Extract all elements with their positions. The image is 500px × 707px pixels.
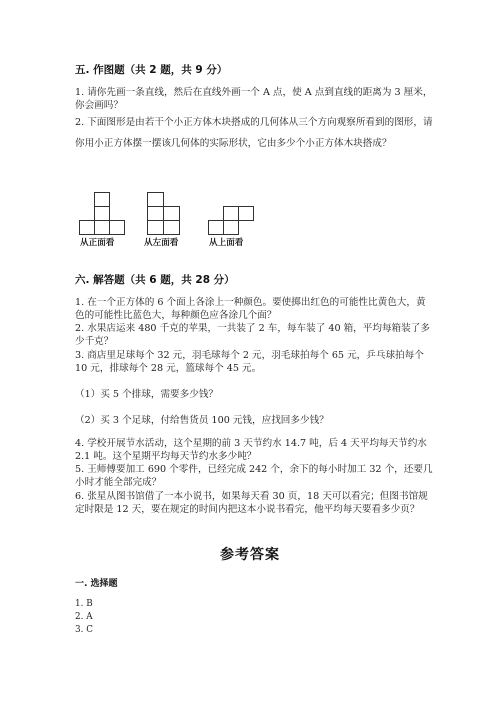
section6-question-3b: （2）买 3 个足球，付给售货员 100 元钱，应找回多少钱？ (75, 415, 329, 426)
section6-question-4: 4. 学校开展节水活动，这个星期的前 3 天节约水 14.7 吨，后 4 天平均每天节约水 2.1 吨。这个星期平均每天节约水多少吨？ (75, 438, 427, 462)
answers-title: 参考答案 (220, 547, 280, 563)
section5-question-1: 1. 请你先画一条直线，然后在直线外画一个 A 点，使 A 点到直线的距离为 3 厘米，你会画吗？ (75, 87, 433, 111)
left-view-figure (147, 192, 181, 236)
front-view-figure (79, 192, 125, 236)
top-view-caption: 从上面看 (209, 238, 244, 248)
answer-item: 1. B (75, 599, 93, 609)
answer-item: 3. C (75, 625, 93, 635)
answers-section1-title: 一. 选择题 (75, 579, 118, 589)
section6-question-5: 5. 王师傅要加工 690 个零件，已经完成 242 个，余下的每小时加工 32 个，还要几小时才能全部完成？ (75, 464, 433, 488)
section6-question-6: 6. 张星从图书馆借了一本小说书，如果每天看 30 页，18 天可以看完；但图书馆规定时限是 12 天，要在规定的时间内把这本小说书看完，他平均每天要看多少页？ (75, 491, 428, 515)
section6-question-3: 3. 商店里足球每个 32 元，羽毛球每个 2 元，羽毛球拍每个 65 元，乒乓球拍每个 10 元，排球每个 28 元，篮球每个 45 元。 (75, 350, 424, 374)
section6-title: 六. 解答题（共 6 题，共 28 分） (75, 274, 235, 286)
section6-question-1: 1. 在一个正方体的 6 个面上各涂上一种颜色。要使掷出红色的可能性比黄色大，黄色的可能性比蓝色大，每种颜色应各涂几个面？ (75, 297, 426, 321)
section6-question-2: 2. 水果店运来 480 千克的苹果，一共装了 2 车，每车装了 40 箱，平均每箱装了多少千克？ (75, 323, 430, 347)
top-view-figure (207, 206, 255, 236)
section6-question-3a: （1）买 5 个排球，需要多少钱？ (75, 389, 219, 400)
front-view-caption: 从正面看 (80, 238, 115, 248)
section5-question-2: 2. 下面图形是由若干个小正方体木块搭成的几何体从三个方向观察所看到的图形，请你用小正方体摆一摆该几何体的实际形状，它由多少个小正方体木块搭成？ (75, 117, 433, 149)
section5-title: 五. 作图题（共 2 题，共 9 分） (75, 64, 228, 76)
answer-item: 2. A (75, 612, 93, 622)
left-view-caption: 从左面看 (144, 238, 179, 248)
